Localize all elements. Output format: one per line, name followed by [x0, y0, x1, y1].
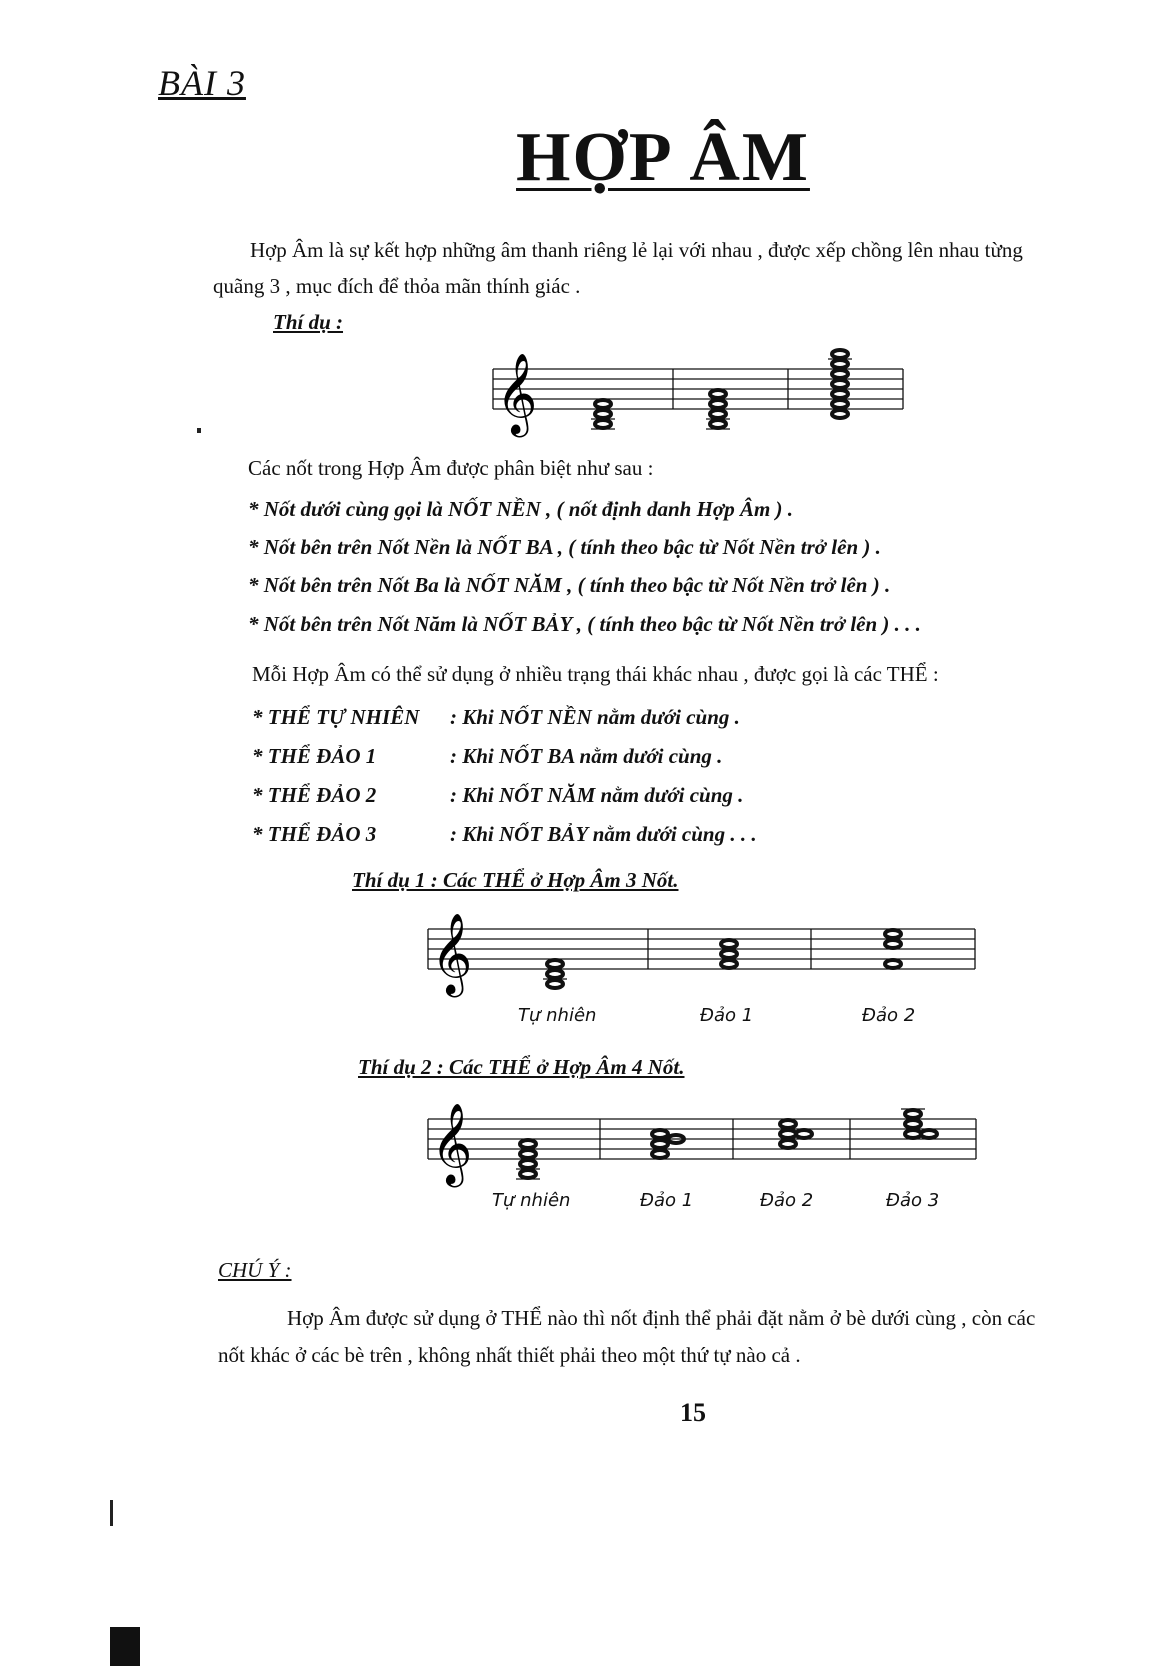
treble-clef-icon: 𝄞	[431, 1102, 473, 1184]
scan-mark-dot	[197, 428, 201, 433]
form-row-2	[252, 744, 722, 769]
form-desc-4: : Khi NỐT BẢY nằm dưới cùng . . .	[450, 822, 757, 846]
page-number: 15	[680, 1398, 706, 1427]
ex1-caption-3: Đảo 2	[862, 1005, 916, 1026]
staff-example-1	[488, 345, 908, 440]
page-title-text: HỢP ÂM	[516, 119, 810, 196]
ex2-caption-2: Đảo 1	[640, 1190, 694, 1211]
example-label: Thí dụ :	[273, 310, 344, 334]
form-row-4	[252, 822, 757, 847]
treble-clef-icon: 𝄞	[431, 912, 473, 994]
ex2-caption-3: Đảo 2	[760, 1190, 814, 1211]
notes-intro: Các nốt trong Hợp Âm được phân biệt như sau :	[248, 456, 654, 480]
note-line-2: nốt khác ở các bè trên , không nhất thiết phải theo một thứ tự nào cả .	[218, 1343, 801, 1367]
ex2-caption-1: Tự nhiên	[492, 1190, 571, 1211]
form-name-2: * THỂ ĐẢO 1	[252, 744, 377, 768]
staff-example-3	[423, 1095, 983, 1190]
note-rule-1: * Nốt dưới cùng gọi là NỐT NỀN , ( nốt định danh Hợp Âm ) .	[248, 497, 794, 521]
ex2-caption-4: Đảo 3	[886, 1190, 940, 1211]
form-row-1	[252, 705, 740, 730]
form-desc-3: : Khi NỐT NĂM nằm dưới cùng .	[450, 783, 744, 807]
treble-clef-icon: 𝄞	[496, 352, 538, 434]
note-rule-2: * Nốt bên trên Nốt Nền là NỐT BA , ( tính theo bậc từ Nốt Nền trở lên ) .	[248, 535, 881, 559]
form-row-3	[252, 783, 743, 808]
ex1-caption-1: Tự nhiên	[518, 1005, 597, 1026]
form-name-4: * THỂ ĐẢO 3	[252, 822, 377, 846]
scan-mark-bottom-left	[110, 1627, 140, 1666]
note-label: CHÚ Ý :	[218, 1258, 292, 1282]
example-2-label: Thí dụ 2 : Các THỂ ở Hợp Âm 4 Nốt.	[358, 1055, 685, 1079]
ex1-caption-2: Đảo 1	[700, 1005, 754, 1026]
lesson-number: BÀI 3	[158, 63, 246, 103]
form-desc-1: : Khi NỐT NỀN nằm dưới cùng .	[450, 705, 740, 729]
form-name-3: * THỂ ĐẢO 2	[252, 783, 377, 807]
staff-example-2	[423, 905, 983, 1000]
forms-intro: Mỗi Hợp Âm có thể sử dụng ở nhiều trạng thái khác nhau , được gọi là các THỂ :	[252, 662, 939, 686]
scan-mark-left-edge	[110, 1500, 113, 1526]
intro-line-2: quãng 3 , mục đích để thỏa mãn thính giác .	[213, 274, 581, 298]
form-name-1: * THỂ TỰ NHIÊN	[252, 705, 420, 729]
note-line-1: Hợp Âm được sử dụng ở THỂ nào thì nốt định thể phải đặt nằm ở bè dưới cùng , còn các	[287, 1306, 1036, 1330]
page-title	[0, 118, 1176, 198]
example-1-label: Thí dụ 1 : Các THỂ ở Hợp Âm 3 Nốt.	[352, 868, 679, 892]
form-desc-2: : Khi NỐT BA nằm dưới cùng .	[450, 744, 723, 768]
note-rule-4: * Nốt bên trên Nốt Năm là NỐT BẢY , ( tính theo bậc từ Nốt Nền trở lên ) . . .	[248, 612, 921, 636]
whole-note-icon	[520, 1110, 937, 1178]
note-rule-3: * Nốt bên trên Nốt Ba là NỐT NĂM , ( tính theo bậc từ Nốt Nền trở lên ) .	[248, 573, 891, 597]
intro-line-1: Hợp Âm là sự kết hợp những âm thanh riêng lẻ lại với nhau , được xếp chồng lên nhau từng	[250, 238, 1023, 262]
